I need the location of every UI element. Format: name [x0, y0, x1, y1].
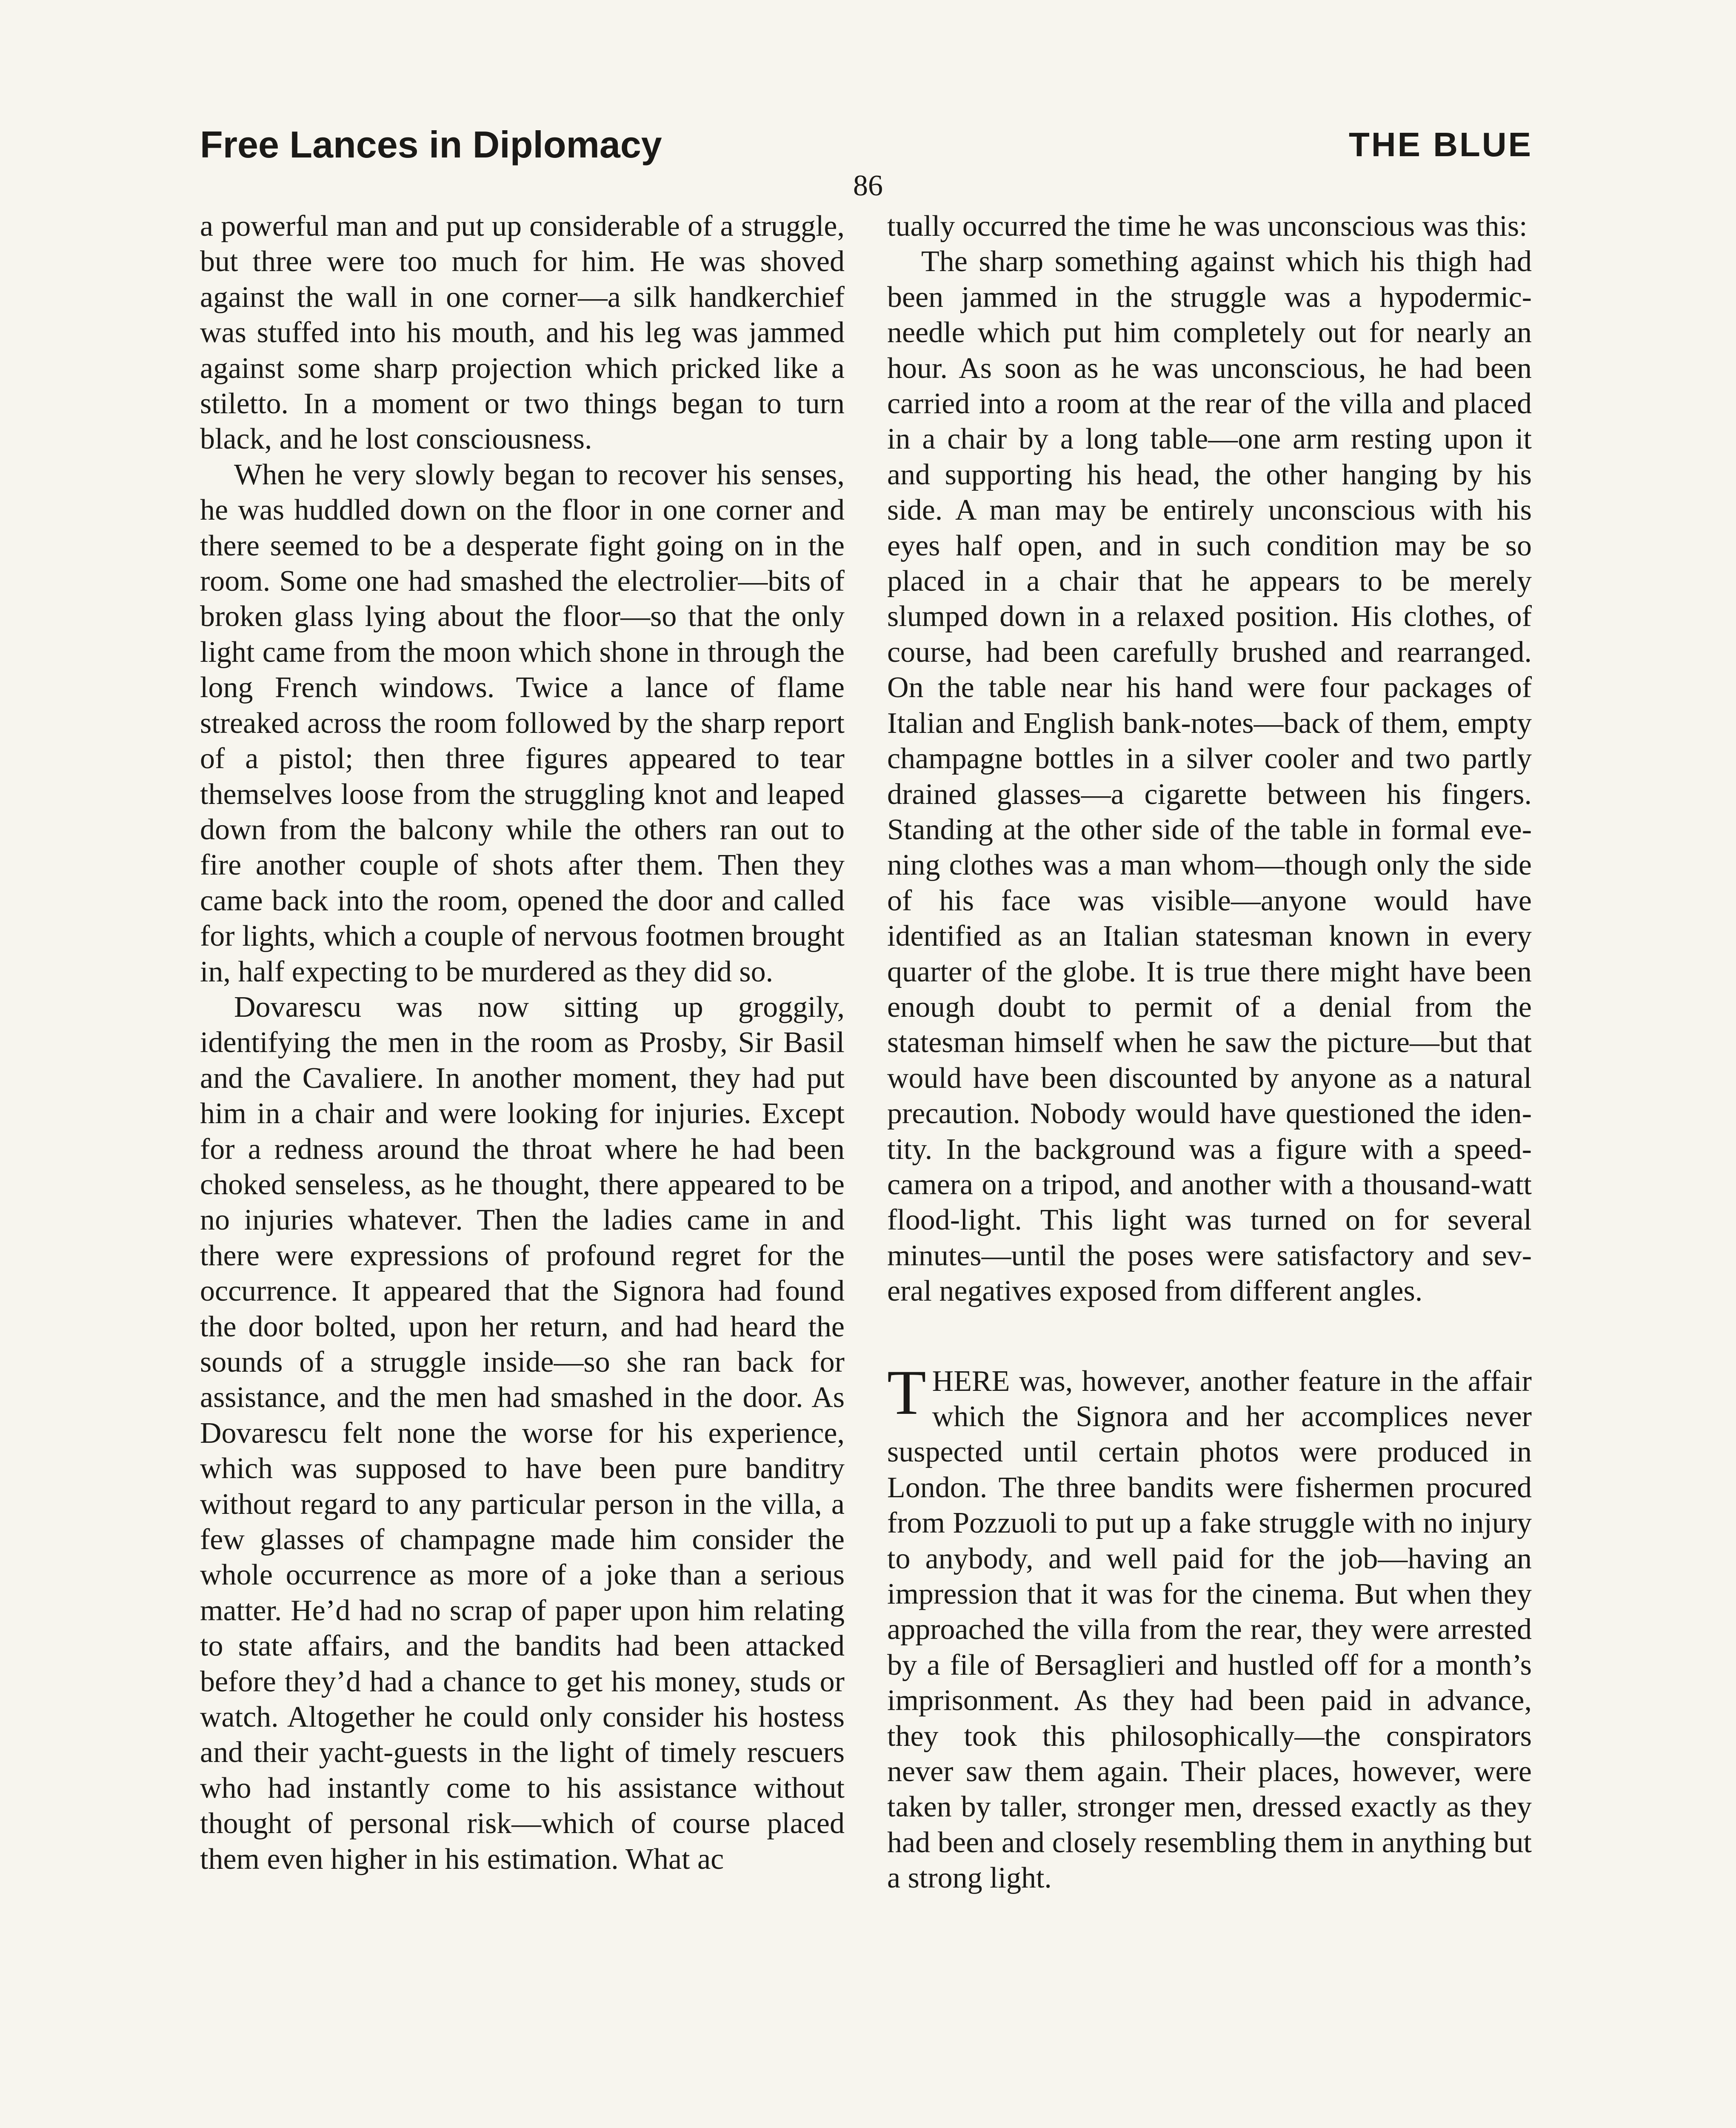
page-number: 86: [853, 169, 883, 202]
drop-cap: T: [887, 1357, 926, 1428]
left-column: [200, 209, 845, 1877]
paragraph: When he very slowly began to recover his senses, he was huddled down on the floor in one corner and there seemed to be a desperate fight going on in the room. Some one had smashed the electrolier—bits of broken glass lying about the floor—so that the only light came from the moon which shone in through the long French windows. Twice a lance of flame streaked across the room followed by the sharp report of a pistol; then three figures appeared to tear themselves loose from the struggling knot and leaped down from the balcony while the others ran out to fire another couple of shots after them. Then they came back into the room, opened the door and called for lights, which a couple of nervous footmen brought in, half expecting to be murdered as they did so.: [200, 458, 845, 988]
right-column: [887, 209, 1532, 1896]
paragraph: a powerful man and put up considerable of a struggle, but three were too much for him. He was shoved against the wall in one corner—a silk handkerchief was stuffed into his mouth, and his leg was jammed against some sharp projection which pricked like a stiletto. In a moment or two things began to turn black, and he lost consciousness.: [200, 210, 845, 456]
paragraph: Dovarescu was now sitting up groggily, identifying the men in the room as Prosby, Sir Basil and the Cavaliere. In another moment, they had put him in a chair and were looking for injuries. Except for a redness around the throat where he had been choked senseless, as he thought, there appeared to be no injuries whatever. Then the ladies came in and there were expressions of profound regret for the occurrence. It appeared that the Signora had found the door bolted, upon her return, and had heard the sounds of a struggle inside—so she ran back for assistance, and the men had smashed in the door. As Dovarescu felt none the worse for his experience, which was supposed to have been pure banditry without regard to any particular person in the villa, a few glasses of champagne made him consider the whole occurrence as more of a joke than a serious matter. He’d had no scrap of paper upon him relating to state affairs, and the bandits had been attacked before they’d had a chance to get his money, studs or watch. Altogether he could only consider his hostess and their yacht-guests in the light of timely rescuers who had instantly come to his assistance without thought of personal risk—which of course placed them even higher in his estimation. What ac: [200, 990, 845, 1876]
section-paragraph-text: HERE was, however, another feature in the affair which the Signora and her accomplices never suspected until certain photos were produced in London. The three bandits were fishermen procured from Pozzuoli to put up a fake struggle with no injury to anybody, and well paid for the job—having an impression that it was for the cinema. But when they approached the villa from the rear, they were arrested by a file of Bersaglieri and hustled off for a month’s imprisonment. As they had been paid in advance, they took this philosophically—the conspirators never saw them again. Their places, however, were taken by taller, stronger men, dressed exactly as they had been and closely resembling them in anything but a strong light.: [887, 1364, 1532, 1895]
paragraph: The sharp something against which his thigh had been jammed in the struggle was a hypodermic-needle which put him completely out for nearly an hour. As soon as he was unconscious, he had been carried into a room at the rear of the villa and placed in a chair by a long table—one arm resting upon it and supporting his head, the other hanging by his side. A man may be entirely unconscious with his eyes half open, and in such condition may be so placed in a chair that he appears to be merely slumped down in a relaxed position. His clothes, of course, had been carefully brushed and rearranged. On the table near his hand were four packages of Italian and English bank-notes—back of them, empty champagne bottles in a silver cooler and two partly drained glasses—a cigarette between his fingers. Standing at the other side of the table in formal evening clothes was a man whom—though only the side of his face was visible—anyone would have identified as an Italian statesman known in every quarter of the globe. It is true there might have been enough doubt to permit of a denial from the statesman himself when he saw the picture—but that would have been discounted by anyone as a natural precaution. Nobody would have questioned the identity. In the background was a figure with a speed-camera on a tripod, and another with a thousand-watt flood-light. This light was turned on for several minutes—until the poses were satisfactory and several negatives exposed from different angles.: [887, 245, 1532, 1308]
page-header-magazine: THE BLUE: [1349, 126, 1533, 163]
paragraph: tually occurred the time he was unconscious was this:: [887, 210, 1528, 243]
page-header-title: Free Lances in Diplomacy: [200, 123, 662, 166]
section-paragraph: [887, 1357, 1532, 1896]
